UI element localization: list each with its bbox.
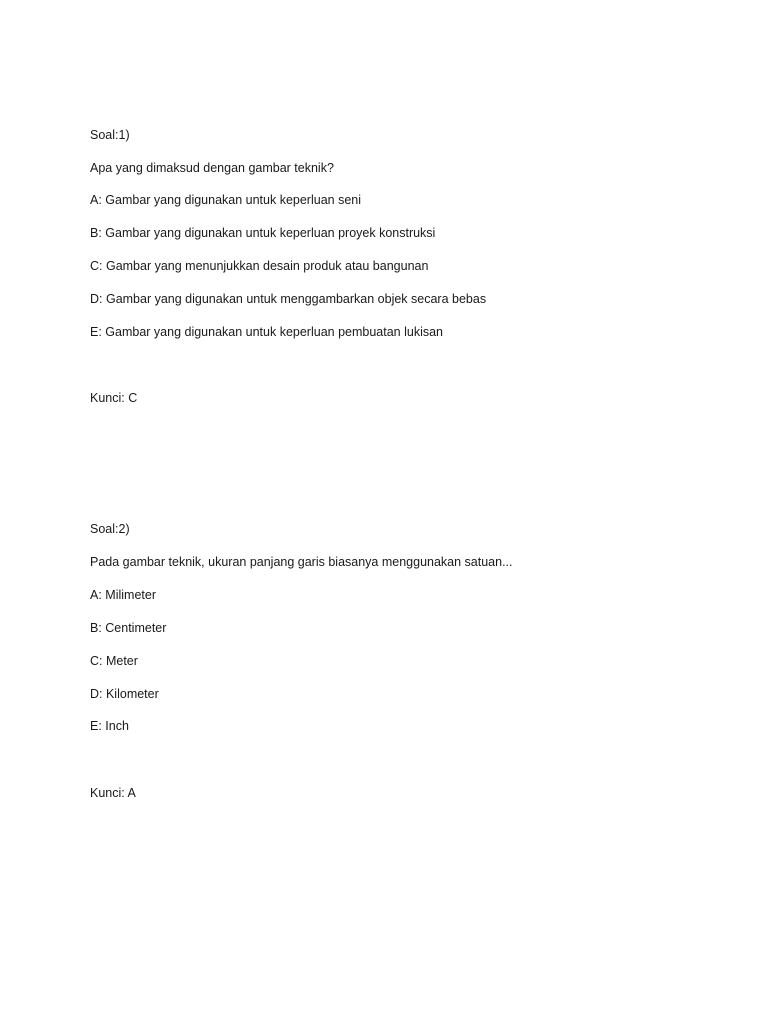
- question-1-label: Soal:1): [90, 128, 130, 142]
- question-2-option-b: B: Centimeter: [90, 621, 167, 635]
- question-1-option-d: D: Gambar yang digunakan untuk menggambarkan objek secara bebas: [90, 292, 487, 306]
- question-1-key: Kunci: C: [90, 391, 138, 405]
- question-2-option-e: E: Inch: [90, 719, 129, 733]
- question-1-text: Apa yang dimaksud dengan gambar teknik?: [90, 161, 334, 175]
- question-1-option-a: A: Gambar yang digunakan untuk keperluan seni: [90, 193, 362, 207]
- question-1-option-b: B: Gambar yang digunakan untuk keperluan proyek konstruksi: [90, 226, 436, 240]
- question-2-text: Pada gambar teknik, ukuran panjang garis biasanya menggunakan satuan...: [90, 555, 513, 569]
- question-2-option-d: D: Kilometer: [90, 687, 159, 701]
- question-2-option-a: A: Milimeter: [90, 588, 156, 602]
- question-1-option-e: E: Gambar yang digunakan untuk keperluan pembuatan lukisan: [90, 325, 444, 339]
- question-2-label: Soal:2): [90, 522, 130, 536]
- question-2-key: Kunci: A: [90, 786, 136, 800]
- question-1-option-c: C: Gambar yang menunjukkan desain produk atau bangunan: [90, 259, 429, 273]
- question-2-option-c: C: Meter: [90, 654, 138, 668]
